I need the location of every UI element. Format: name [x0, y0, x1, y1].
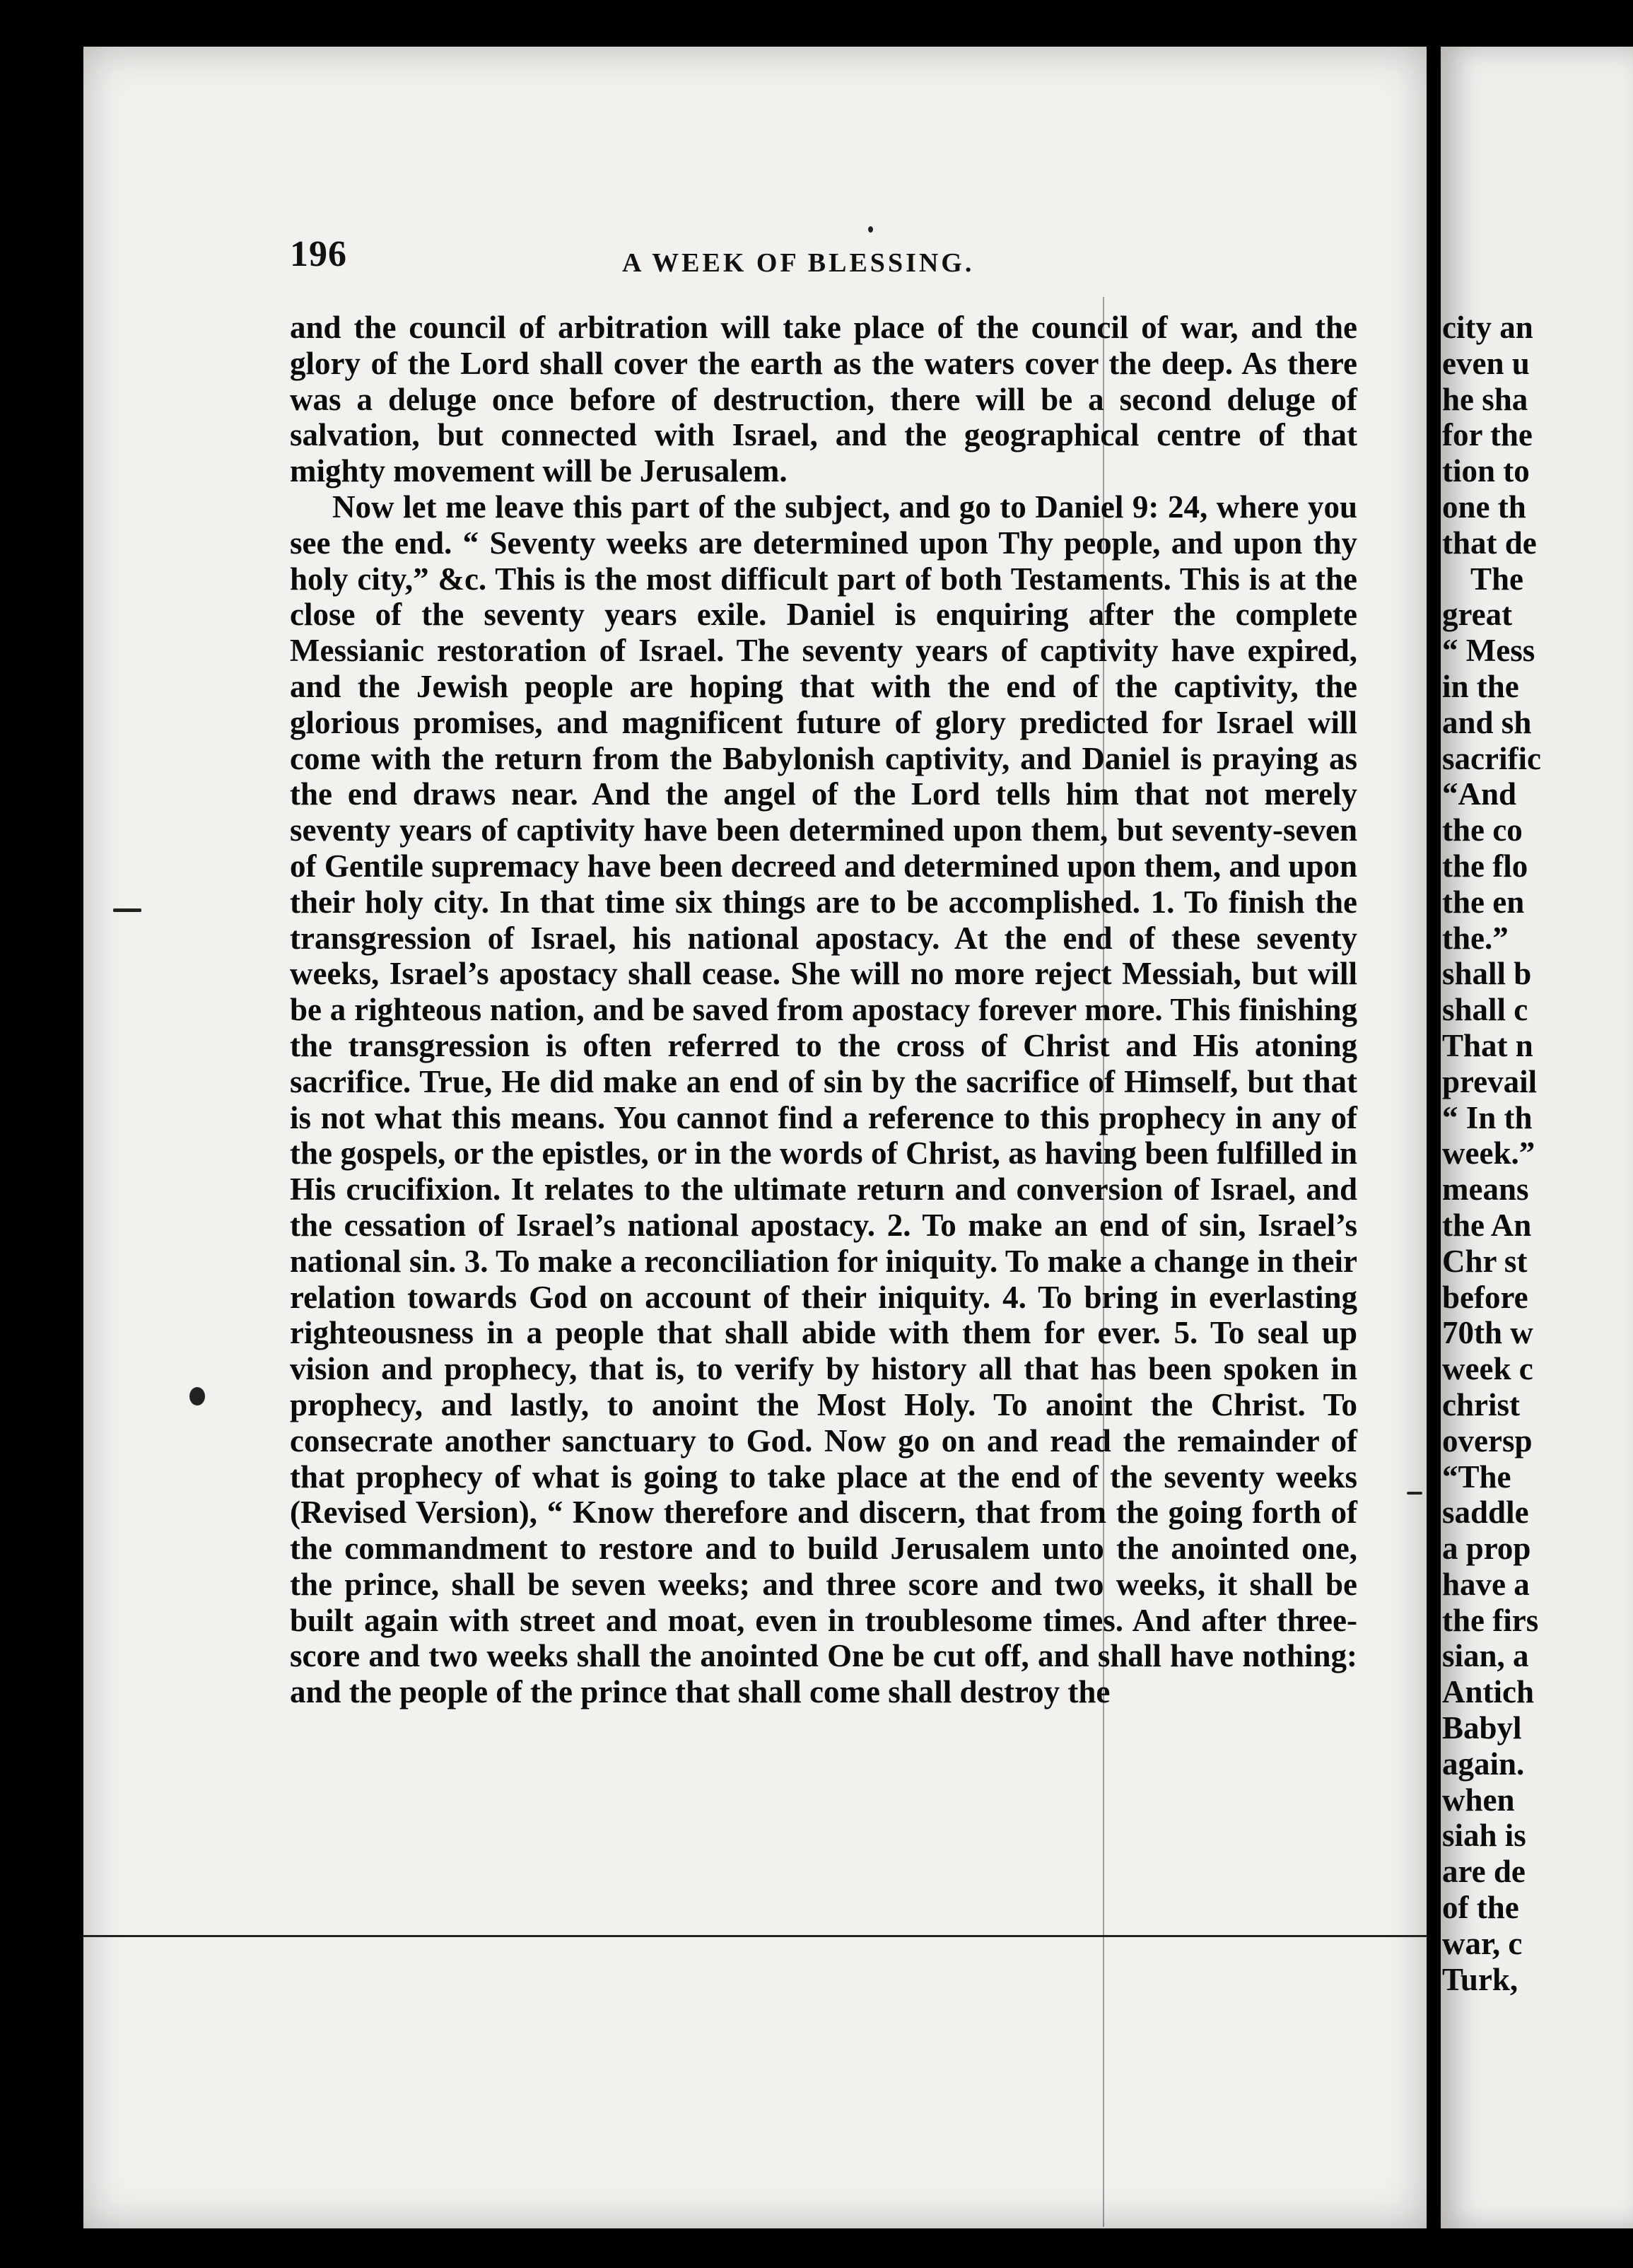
fragment-line: means: [1442, 1171, 1529, 1208]
fragment-line: that de: [1442, 525, 1537, 561]
right-page-text-fragments: [1442, 310, 1633, 1997]
ink-speck: [868, 226, 873, 233]
fragment-line: “And: [1442, 776, 1517, 812]
fragment-line: The: [1470, 561, 1524, 597]
fragment-line: week c: [1442, 1351, 1533, 1387]
fragment-line: Chr st: [1442, 1243, 1528, 1279]
fragment-line: Babyl: [1442, 1710, 1522, 1746]
fragment-line: week.”: [1442, 1135, 1535, 1171]
fragment-line: and sh: [1442, 704, 1532, 740]
fragment-line: Antich: [1442, 1674, 1535, 1710]
fragment-line: tion to: [1442, 453, 1530, 489]
fragment-line: the firs: [1442, 1602, 1539, 1638]
fragment-line: a prop: [1442, 1531, 1531, 1567]
fragment-line: the flo: [1442, 848, 1528, 884]
running-title: A WEEK OF BLESSING.: [622, 248, 975, 278]
fragment-line: shall c: [1442, 992, 1528, 1028]
fragment-line: have a: [1442, 1566, 1530, 1602]
fold-crease-horizontal: [83, 1935, 1427, 1937]
fragment-line: 70th w: [1442, 1315, 1533, 1351]
fragment-line: great: [1442, 597, 1513, 633]
fragment-line: the An: [1442, 1207, 1532, 1243]
fragment-line: in the: [1442, 668, 1519, 704]
fragment-line: when: [1442, 1782, 1515, 1818]
fragment-line: again.: [1442, 1746, 1525, 1782]
fragment-line: shall b: [1442, 956, 1532, 992]
fragment-line: the co: [1442, 812, 1523, 848]
fragment-line: war, c: [1442, 1925, 1523, 1961]
paragraph: Now let me leave this part of the subject, and go to Daniel 9: 24, where you see the end. “ Seventy weeks are determined upon Thy people, and upon thy holy city,” &c. This is the most difficult part of both Testaments. This is at the close of the seventy years exile. Daniel is enquiring after the complete Messianic restoration of Israel. The seventy years of captivity have expired, and the Jewish people are hoping that with the end of the captivity, the glorious promises, and magnificent future of glory predicted for Israel will come with the return from the Babylonish captivity, and Daniel is praying as the end draws near. And the angel of the Lord tells him that not merely seventy years of captivity have been determined upon them, but seventy-seven of Gentile supremacy have been decreed and determined upon them, and upon their holy city. In that time six things are to be accomplished. 1. To finish the transgression of Israel, his national apostacy. At the end of these seventy weeks, Israel’s apostacy shall cease. She will no more reject Messiah, but will be a righteous nation, and be saved from apostacy forever more. This finishing the transgression is often referred to the cross of Christ and His atoning sacrifice. True, He did make an end of sin by the sacrifice of Himself, but that is not what this means. You cannot find a reference to this prophecy in any of the gospels, or the epistles, or in the words of Christ, as having been fulfilled in His crucifixion. It relates to the ultimate return and conversion of Israel, and the cessation of Israel’s national apostacy. 2. To make an end of sin, Israel’s national sin. 3. To make a reconciliation for iniquity. To make a change in their relation towards God on account of their iniquity. 4. To bring in everlasting righteousness in a people that shall abide with them for ever. 5. To seal up vision and prophecy, that is, to verify by history all that has been spoken in prophecy, and lastly, to anoint the Most Holy. To anoint the Christ. To consecrate another sanctuary to God. Now go on and read the remainder of that prophecy of what is going to take place at the end of the seventy weeks (Revised Version), “ Know therefore and discern, that from the going forth of the commandment to restore and to build Jerusalem unto the anointed one, the prince, shall be seven weeks; and three score and two weeks, it shall be built again with street and moat, even in troublesome times. And after three-score and two weeks shall the anointed One be cut off, and shall have nothing: and the people of the prince that shall come shall destroy the: [290, 489, 1357, 1710]
paragraph: and the council of arbitration will take place of the council of war, and the glory of the Lord shall cover the earth as the waters cover the deep. As there was a deluge once before of destruction, there will be a second deluge of salvation, but connected with Israel, and the geographical centre of that mighty movement will be Jerusalem.: [290, 310, 1357, 489]
fragment-line: sian, a: [1442, 1638, 1529, 1674]
ink-blot: [189, 1387, 205, 1405]
book-gutter: [1427, 42, 1441, 2234]
fragment-line: prevail: [1442, 1063, 1538, 1099]
fragment-line: of the: [1442, 1890, 1519, 1926]
fragment-line: before: [1442, 1279, 1528, 1315]
fragment-line: even u: [1442, 345, 1530, 381]
fragment-line: one th: [1442, 489, 1526, 525]
fragment-line: That n: [1442, 1027, 1533, 1063]
fragment-line: the.”: [1442, 920, 1509, 956]
page-number: 196: [290, 234, 347, 274]
fragment-line: christ: [1442, 1386, 1520, 1422]
fragment-line: city an: [1442, 310, 1533, 345]
fragment-line: “ In th: [1442, 1099, 1533, 1135]
fragment-line: for the: [1442, 417, 1533, 453]
fragment-line: siah is: [1442, 1818, 1526, 1854]
ink-speck: [113, 908, 141, 912]
ink-speck: [1407, 1492, 1422, 1495]
fragment-line: are de: [1442, 1854, 1526, 1890]
fragment-line: the en: [1442, 884, 1525, 920]
fragment-line: sacrific: [1442, 740, 1541, 776]
fragment-line: he sha: [1442, 381, 1528, 417]
fragment-line: Turk,: [1442, 1961, 1518, 1997]
fragment-line: “The: [1442, 1459, 1511, 1495]
body-text: [290, 310, 1357, 1710]
fragment-line: saddle: [1442, 1495, 1529, 1531]
fragment-line: oversp: [1442, 1422, 1533, 1459]
fragment-line: “ Mess: [1442, 633, 1535, 669]
page-header: [290, 233, 1364, 290]
